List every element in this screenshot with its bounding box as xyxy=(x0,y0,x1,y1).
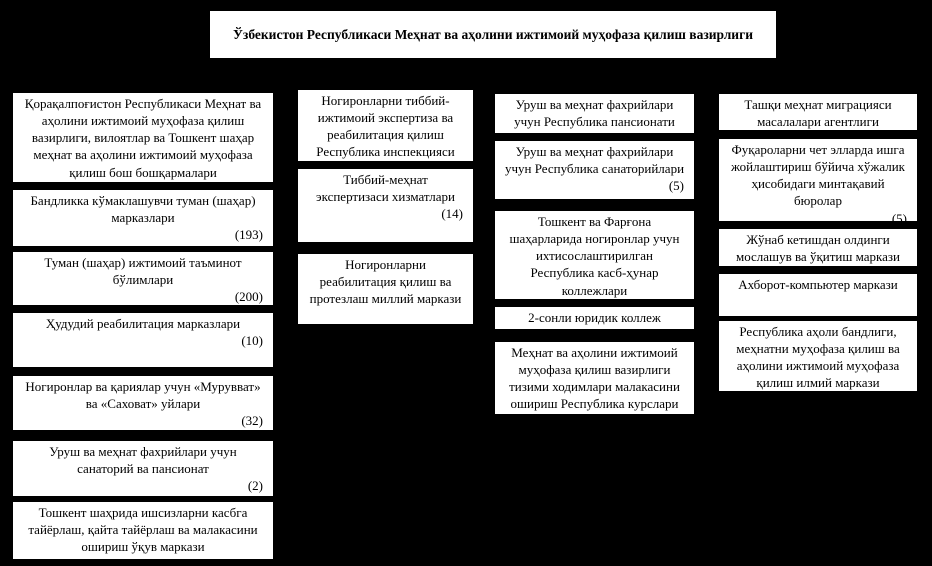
org-box-label: Қорақалпоғистон Республикаси Меҳнат ва аҳолини ижтимоий муҳофаза қилиш вазирлиги, вилоятлар ва Тошкент шаҳар меҳнат ва аҳолини ижтимоий муҳофаза қилиш бош бошқармалари xyxy=(24,96,262,180)
org-box-legal-college xyxy=(494,306,695,330)
org-box-migration-agency xyxy=(718,93,918,131)
org-box-label: Бандликка кўмаклашувчи туман (шаҳар) марказлари xyxy=(30,193,256,226)
org-box-count: (5) xyxy=(668,178,684,194)
org-box-count: (14) xyxy=(441,206,463,222)
org-box-label: Туман (шаҳар) ижтимоий таъминот бўлимлари xyxy=(44,255,242,288)
org-box-count: (5) xyxy=(891,210,907,226)
org-box-regional-departments xyxy=(12,92,274,183)
org-box-label: Ногиронларни реабилитация қилиш ва протезлаш миллий маркази xyxy=(309,257,462,307)
org-box-count: (200) xyxy=(234,289,263,305)
org-box-scientific-center xyxy=(718,320,918,392)
org-box-republic-pension-home xyxy=(494,93,695,134)
org-box-count: (32) xyxy=(241,413,263,429)
org-box-social-security-divisions xyxy=(12,251,274,306)
org-box-predeparture-training-center xyxy=(718,228,918,267)
org-box-label: Ногиронларни тиббий-ижтимоий экспертиза ва реабилитация қилиш Республика инспекцияси xyxy=(316,93,455,160)
org-box-label: Республика аҳоли бандлиги, меҳнатни муҳофаза қилиш ва аҳолини ижтимоий муҳофаза қилиш илмий маркази xyxy=(736,324,900,391)
org-box-label: Тошкент ва Фарғона шаҳарларида ногиронлар учун ихтисослаштирилган Республика касб-ҳунар коллежлари xyxy=(509,214,680,298)
org-box-count: (2) xyxy=(247,478,263,494)
org-box-medical-expertise-inspection xyxy=(297,89,474,162)
ministry-title: Ўзбекистон Республикаси Меҳнат ва аҳолини ижтимоий муҳофаза қилиш вазирлиги xyxy=(233,26,753,42)
org-box-count: (193) xyxy=(234,227,263,243)
org-box-label: Уруш ва меҳнат фахрийлари учун Республика санаторийлари xyxy=(504,144,685,177)
org-box-label: Меҳнат ва аҳолини ижтимоий муҳофаза қилиш вазирлиги тизими ходимлари малакасини ошириш Республика курслари xyxy=(509,345,680,412)
org-box-muruvvat-sahovat-homes xyxy=(12,375,274,431)
org-box-label: Ҳудудий реабилитация марказлари xyxy=(45,316,241,331)
org-box-information-computer-center xyxy=(718,273,918,317)
org-box-rehab-prosthetics-center xyxy=(297,253,474,325)
org-box-label: Уруш ва меҳнат фахрийлари учун санаторий ва пансионат xyxy=(49,444,237,477)
org-box-label: Жўнаб кетишдан олдинги мослашув ва ўқитиш маркази xyxy=(735,232,901,265)
org-box-label: 2-сонли юридик коллеж xyxy=(528,310,661,325)
org-box-count: (10) xyxy=(241,333,263,349)
org-box-label: Ташқи меҳнат миграцияси масалалари агентлиги xyxy=(744,97,892,130)
org-box-republic-sanatoriums xyxy=(494,140,695,200)
org-box-medical-labor-expertise-services xyxy=(297,168,474,243)
org-box-tashkent-training-center xyxy=(12,501,274,560)
org-box-regional-bureaus xyxy=(718,138,918,226)
org-box-label: Тиббий-меҳнат экспертизаси хизматлари xyxy=(316,172,455,205)
org-box-label: Фуқароларни чет элларда ишга жойлаштириш бўйича хўжалик ҳисобидаги минтақавий бюролар xyxy=(731,142,905,209)
org-box-label: Уруш ва меҳнат фахрийлари учун Республика пансионати xyxy=(514,97,675,130)
ministry-title-box xyxy=(209,10,777,59)
org-box-republic-courses xyxy=(494,341,695,415)
org-box-vocational-colleges xyxy=(494,210,695,300)
org-box-regional-rehab-centers xyxy=(12,312,274,368)
org-box-label: Ахборот-компьютер маркази xyxy=(738,277,898,292)
org-box-veterans-sanatorium xyxy=(12,440,274,497)
org-box-label: Тошкент шаҳрида ишсизларни касбга тайёрлаш, қайта тайёрлаш ва малакасини ошириш ўқув маркази xyxy=(28,505,258,555)
org-box-label: Ногиронлар ва қариялар учун «Мурувват» ва «Саховат» уйлари xyxy=(25,379,261,412)
org-box-employment-centers xyxy=(12,189,274,247)
